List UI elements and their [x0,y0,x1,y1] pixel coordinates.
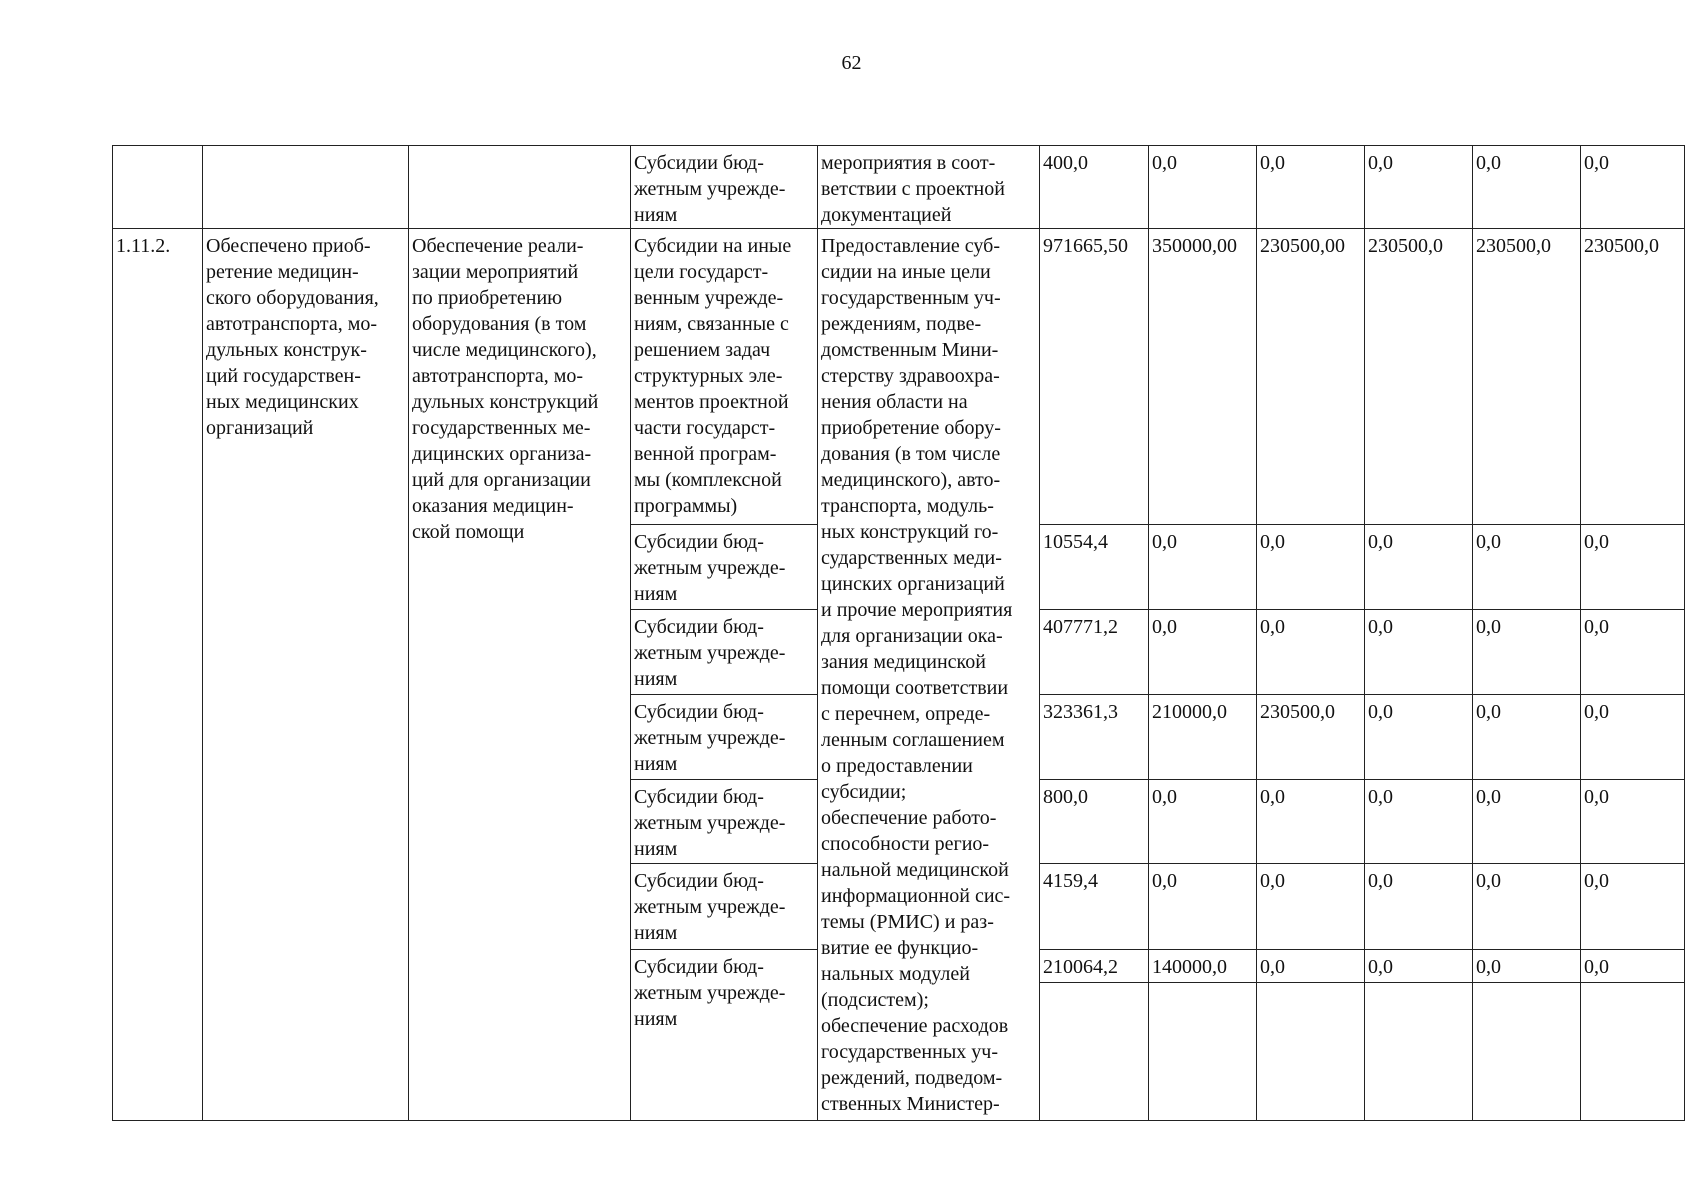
value-cell: 0,0 [1581,694,1685,779]
value-cell: 0,0 [1473,863,1581,949]
value-cell: 0,0 [1149,146,1257,229]
source-cell: Субсидии бюд- жетным учрежде- ниям [631,863,818,949]
value-cell: 0,0 [1581,610,1685,694]
value-cell: 0,0 [1473,694,1581,779]
value-cell: 230500,0 [1473,229,1581,525]
empty-cell [1257,982,1365,1120]
value-cell: 0,0 [1257,949,1365,982]
value-cell: 0,0 [1581,779,1685,863]
value-cell: 0,0 [1581,949,1685,982]
value-cell: 971665,50 [1040,229,1149,525]
value-cell: 0,0 [1365,146,1473,229]
table-row [113,146,1685,229]
value-cell: 0,0 [1581,146,1685,229]
value-cell: 0,0 [1365,610,1473,694]
source-cell: Субсидии бюд- жетным учрежде- ниям [631,949,818,1120]
value-cell: 0,0 [1149,863,1257,949]
program-table [112,145,1685,1121]
empty-cell [1473,982,1581,1120]
value-cell: 0,0 [1257,863,1365,949]
empty-cell [1365,982,1473,1120]
value-cell: 0,0 [1581,863,1685,949]
measure-cell: Обеспечение реали- зации мероприятий по приобретению оборудования (в том числе медицинского), автотранспорта, мо- дульных конструкций государственных ме- дицинских организа- ций для организации оказания медицин- ской помощи [409,229,631,1121]
source-cell: Субсидии бюд- жетным учрежде- ниям [631,146,818,229]
value-cell: 0,0 [1365,779,1473,863]
value-cell: 230500,0 [1365,229,1473,525]
result-cell [203,146,409,229]
value-cell: 323361,3 [1040,694,1149,779]
value-cell: 140000,0 [1149,949,1257,982]
value-cell: 0,0 [1257,610,1365,694]
value-cell: 0,0 [1149,525,1257,610]
empty-cell [1581,982,1685,1120]
value-cell: 4159,4 [1040,863,1149,949]
empty-cell [1040,982,1149,1120]
value-cell: 800,0 [1040,779,1149,863]
source-cell: Субсидии бюд- жетным учрежде- ниям [631,694,818,779]
value-cell: 10554,4 [1040,525,1149,610]
value-cell: 0,0 [1365,863,1473,949]
value-cell: 0,0 [1473,779,1581,863]
table-row [113,229,1685,525]
value-cell: 0,0 [1365,694,1473,779]
value-cell: 0,0 [1473,146,1581,229]
value-cell: 0,0 [1257,146,1365,229]
value-cell: 0,0 [1473,949,1581,982]
direction-cell: мероприятия в соот- ветствии с проектной документацией [818,146,1040,229]
measure-cell [409,146,631,229]
page-number: 62 [841,52,862,74]
value-cell: 350000,00 [1149,229,1257,525]
value-cell: 210064,2 [1040,949,1149,982]
direction-cell: Предоставление суб- сидии на иные цели государственным уч- реждениям, подве- домственным Мини- стерству здравоохра- нения области на приобретение обору- дования (в том числе медицинского), авто- транспорта, модуль- ных конструкций го- сударственных меди- цинских организаций и прочие мероприятия для организации ока- зания медицинской помощи соответствии с перечнем, опреде- ленным соглашением о предоставлении субсидии; обеспечение работо- способности регио- нальной медицинской информационной сис- темы (РМИС) и раз- витие ее функцио- нальных модулей (подсистем); обеспечение расходов государственных уч- реждений, подведом- ственных Министер- [818,229,1040,1121]
value-cell: 0,0 [1365,525,1473,610]
value-cell: 0,0 [1473,610,1581,694]
source-cell: Субсидии бюд- жетным учрежде- ниям [631,525,818,610]
row-id: 1.11.2. [113,229,203,1121]
value-cell: 0,0 [1257,525,1365,610]
source-cell: Субсидии бюд- жетным учрежде- ниям [631,779,818,863]
source-cell: Субсидии на иные цели государст- венным учрежде- ниям, связанные с решением задач структурных эле- ментов проектной части государст- венной програм- мы (комплексной программы) [631,229,818,525]
value-cell: 210000,0 [1149,694,1257,779]
value-cell: 0,0 [1149,779,1257,863]
value-cell: 0,0 [1473,525,1581,610]
empty-cell [1149,982,1257,1120]
value-cell: 0,0 [1581,525,1685,610]
value-cell: 230500,0 [1581,229,1685,525]
value-cell: 230500,00 [1257,229,1365,525]
value-cell: 400,0 [1040,146,1149,229]
value-cell: 0,0 [1365,949,1473,982]
value-cell: 0,0 [1257,779,1365,863]
value-cell: 230500,0 [1257,694,1365,779]
row-id [113,146,203,229]
value-cell: 0,0 [1149,610,1257,694]
result-cell: Обеспечено приоб- ретение медицин- ского оборудования, автотранспорта, мо- дульных конструк- ций государствен- ных медицинских организаций [203,229,409,1121]
value-cell: 407771,2 [1040,610,1149,694]
source-cell: Субсидии бюд- жетным учрежде- ниям [631,610,818,694]
